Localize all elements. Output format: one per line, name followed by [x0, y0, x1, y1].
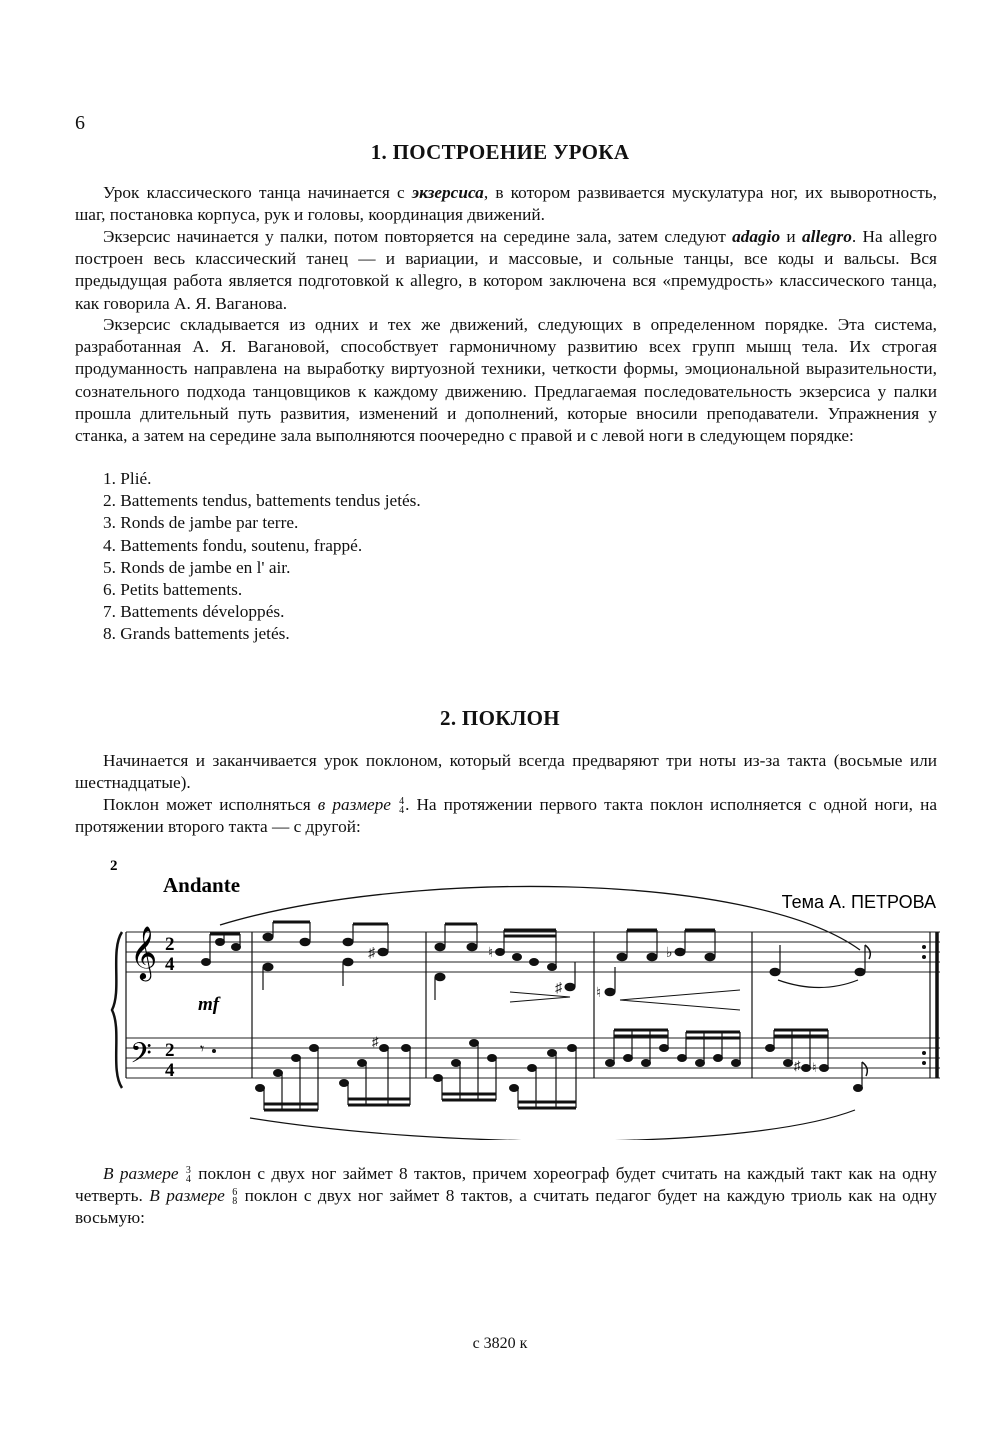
section-1-title: 1. ПОСТРОЕНИЕ УРОКА: [370, 140, 630, 164]
time-signature-fraction: 6 8: [232, 1187, 238, 1208]
term-adagio: adagio: [732, 227, 781, 246]
system-brace: [112, 932, 122, 1088]
text: . На протяжении первого такта поклон исполняется с одной ноги, на протяжении второго такта — с другой:: [75, 795, 937, 837]
time-signatures: [165, 934, 175, 1081]
emphasis: в размере: [317, 795, 391, 814]
text: Экзерсис складывается из одних и тех же движений, следующих в определенном порядке. Эта система, разработанная А. Я. Вагановой, способствует гармоничному развитию всех групп мышц тела. Их строгая продуманность направлена на выработку виртуозной техники, четкости формы, эмоциональной выразительности, сознательного подхода танцовщиков к каждому движению. Предлагаемая последовательность экзерсиса у палки прошла длительный путь развития, изменений и дополнений, которые вносили преподаватели. Упражнения у станка, а затем на середине зала выполняются поочередно с правой и с левой ноги в следующем порядке:: [75, 315, 937, 446]
list-item: 6. Petits battements.: [103, 580, 243, 600]
text: Урок классического танца начинается с: [103, 183, 412, 202]
exercise-list: [103, 468, 421, 646]
music-score: [100, 850, 950, 1140]
svg-text:♮: ♮: [488, 946, 494, 961]
svg-text:♮: ♮: [812, 1060, 817, 1075]
text: и: [780, 227, 802, 246]
section-1-paragraph-1: [75, 182, 937, 226]
svg-text:♮: ♮: [596, 986, 602, 1001]
text: Поклон может исполняться: [103, 795, 318, 814]
barlines: [126, 932, 937, 1078]
treble-staff: [126, 932, 940, 972]
bass-notes: [200, 1030, 867, 1110]
text: , в котором развивается мускулатура ног, их выворотность, шаг, постановка корпуса, рук и головы, координация движений.: [75, 183, 937, 225]
hairpins: [510, 990, 740, 1010]
section-2-paragraph-3: [75, 1163, 937, 1230]
emphasis: В размере: [103, 1164, 179, 1183]
svg-text:4: 4: [165, 1060, 175, 1081]
section-2-paragraph-1: [75, 750, 937, 794]
list-item: 5. Ronds de jambe en l' air.: [103, 557, 291, 577]
print-code: с 3820 к: [472, 1335, 528, 1352]
section-2-title: 2. ПОКЛОН: [440, 706, 560, 730]
phrase-slur: [220, 886, 860, 950]
svg-text:2: 2: [165, 934, 175, 955]
emphasis: В размере: [149, 1186, 225, 1206]
svg-text:𝄾: 𝄾: [200, 1041, 205, 1058]
svg-text:4: 4: [165, 954, 175, 975]
page-number: 6: [75, 112, 85, 134]
bass-phrase-slur: [250, 1110, 855, 1140]
example-number: 2: [110, 858, 118, 874]
list-item: 2. Battements tendus, battements tendus jetés.: [103, 491, 421, 511]
svg-text:♯: ♯: [368, 946, 375, 961]
list-item: 4. Battements fondu, soutenu, frappé.: [103, 535, 363, 555]
bass-clef-icon: 𝄢: [130, 1037, 152, 1077]
section-1-paragraph-2: [75, 226, 937, 315]
text: поклон с двух ног займет 8 тактов, причем хореограф будет считать на каждый такт как на одну четверть.: [75, 1164, 937, 1206]
section-1-paragraph-3: [75, 314, 937, 447]
svg-text:♯: ♯: [794, 1058, 801, 1073]
composer-attribution: Тема А. ПЕТРОВА: [781, 892, 936, 912]
term-allegro: allegro: [802, 227, 852, 246]
dynamic-marking: mf: [198, 994, 220, 1015]
section-2-paragraph-2: [75, 794, 937, 838]
bass-staff: [126, 1038, 940, 1078]
list-item: 1. Plié.: [103, 469, 152, 488]
svg-text:♯: ♯: [372, 1034, 379, 1049]
time-signature-fraction: 3 4: [185, 1165, 191, 1186]
time-signature-fraction: 4 4: [399, 796, 405, 817]
list-item: 8. Grands battements jetés.: [103, 624, 290, 644]
svg-text:2: 2: [165, 1040, 175, 1061]
text: Начинается и заканчивается урок поклоном, который всегда предваряют три ноты из-за такта (восьмые или шестнадцатые).: [75, 751, 937, 793]
text: поклон с двух ног займет 8 тактов, а считать педагог будет на каждую триоль как на одну восьмую:: [75, 1186, 938, 1228]
svg-text:♭: ♭: [666, 946, 673, 961]
svg-text:♯: ♯: [555, 981, 562, 996]
emphasis: экзерсиса: [411, 183, 484, 202]
list-item: 7. Battements développés.: [103, 602, 285, 622]
list-item: 3. Ronds de jambe par terre.: [103, 513, 299, 533]
text: . На allegro построен весь классический танец — и вариации, и массовые, и сольные танцы, все коды и вальсы. Вся предыдущая работа является подготовкой к allegro, в котором заключена вся «премудрость» классического танца, как говорила А. Я. Ваганова.: [75, 227, 938, 313]
tempo-marking: Andante: [163, 873, 241, 897]
text: Экзерсис начинается у палки, потом повторяется на середине зала, затем следуют: [103, 227, 733, 246]
treble-clef-icon: 𝄞: [130, 925, 158, 979]
